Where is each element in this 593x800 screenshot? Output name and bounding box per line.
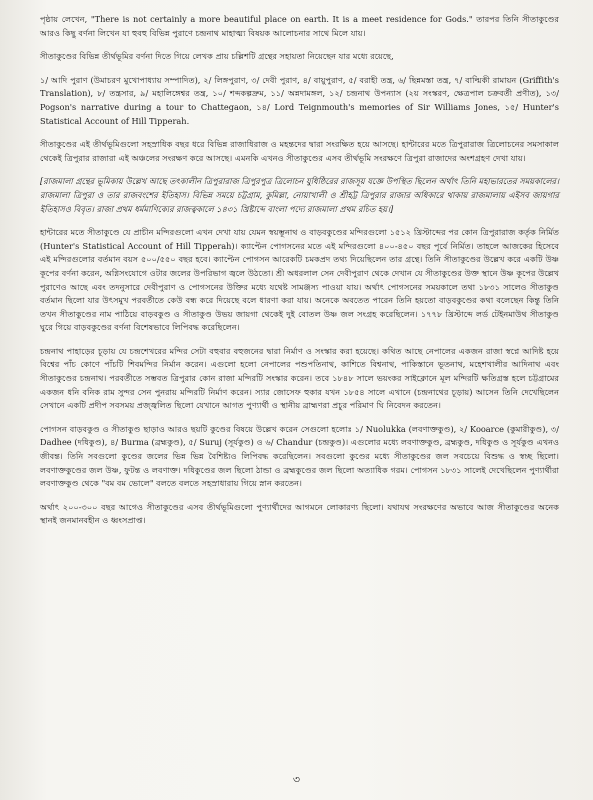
paragraph-intro-quote: পৃষ্ঠায় লেখেন, "There is not certainly a more beautiful place on earth. It is a meet residence for Gods." তারপর তিনি সীতাকুণ্ডের আরও কিছু বর্ণনা লিখেন যা হুবহু বিভিন্ন পুরাণে চন্দ্রনাথ মাহাত্ম্য বিষয়ক আলোচনার সাথে মিলে যায়। [40,14,559,38]
paragraph-chandranath-temple: চন্দ্রনাথ পাহাড়ের চূড়ায় যে চন্দ্রশেখরের মন্দির সেটা বহুবার বহুজনের দ্বারা নির্মাণ ও সংস্কার করা হয়েছে। কথিত আছে নেপালের একজন রাজা স্বপ্নে আদিষ্ট হয়ে বিশ্বের পাঁচ কোণে পাঁচটি শিবমন্দির নির্মান করেন। এগুলো হলো নেপালের পশুপতিনাথ, কাশিতে বিশ্বনাথ, পাকিস্তানে ভূতনাথ, মহেশখালীর আদিনাথ এবং সীতাকুণ্ডের চন্দ্রনাথ। পরবর্তীতে সম্ভবত ত্রিপুরার কোন রাজা মন্দিরটি সংস্কার করেন। তবে ১৮৪৮ সালে ভয়ংকর সাইক্লোনে মূল মন্দিরটি ক্ষতিগ্রস্ত হলে চট্টগ্রামের একজন ধনি বনিক রাম সুন্দর সেন পুনরায় মন্দিরটি নির্মাণ করেন। স্যার জোসেফ হুকার যখন ১৮৫৪ সালে এখানে (চন্দ্রনাথের চূড়ায়) আসেন তিনি দেখেছিলেন সেখানে একটি প্রদীপ সবসময় প্রজ্জ্বলিত ছিলো যেখানে আগত পুণ্যার্থী ও স্থানীয় ব্রাহ্মণরা প্রচুর পরিমাণ ঘি নিবেদন করতেন। [40,345,559,411]
paragraph-sources-intro: সীতাকুণ্ডের বিভিন্ন তীর্থভূমির বর্ণনা দিতে গিয়ে লেখক প্রায় চল্লিশটি গ্রন্থের সহায়তা নিয়েছেন যার মধ্যে রয়েছে, [40,51,394,62]
paragraph-six-kundas: পোগসন বাড়বকুণ্ড ও সীতাকুণ্ড ছাড়াও আরও ছয়টি কুণ্ডের বিষয়ে উল্লেখ করেন সেগুলো হলোঃ ১/ Nuolukka (লবণাক্তকুণ্ড), ২/ Kooarce (কুমারীকুণ্ড), ৩/ Dadhee (দধিকুণ্ড), ৪/ Burma (ব্রহ্মকুণ্ড), ৫/ Suruj (সূর্যকুণ্ড) ও ৬/ Chandur (চন্দ্রকুণ্ড)। এগুলোর মধ্যে লবণাক্তকুণ্ড, ব্রহ্মকুণ্ড, দধিকুণ্ড ও সূর্যকুণ্ড এখনও জীবন্ত। তিনি সবগুলো কুণ্ডের জলের ভিন্ন ভিন্ন বৈশিষ্ট্যও লিপিবদ্ধ করেছিলেন। সবগুলো কুণ্ডের মধ্যে সীতাকুণ্ডের জল সবচেয়ে বিশুদ্ধ ও স্বচ্ছ ছিলো। লবণাক্তকুণ্ডের জল উষ্ণ, ফুটন্ত ও লবণাক্ত। দধিকুণ্ডের জল ছিলো ঠান্ডা ও ব্রহ্মকুণ্ডের জল ছিলো অত্যাধিক গরম। পোগসন ১৮৩১ সালেই দেখেছিলেন পুণ্যার্থীরা লবণাক্তকুণ্ড থেকে "বম বম ভোলে" বলতে বলতে সহস্রাধারায় গিয়ে স্নান করতেন। [40,423,559,489]
paragraph-hunter-temples: হান্টারের মতে সীতাকুণ্ডে যে প্রাচীন মন্দিরগুলো এখন দেখা যায় যেমন স্বয়ম্ভূনাথ ও বাড়বকুণ্ডের মন্দিরগুলো ১৫১২ খ্রিস্টাব্দের পর কোন ত্রিপুরারাজ কর্তৃক নির্মিত (Hunter's Statistical Account of Hill Tipperah)। ক্যাপ্টেন পোগসনের মতে এই মন্দিরগুলো ৪০০-৪৫০ বছর পূর্বে নির্মিত। তাহলে আজকের হিসেবে এই মন্দিরগুলোর বর্তমান বয়স ৫০০/৫৫০ বছর হবে। ক্যাপ্টেন পোগসন আরেকটি চমকপ্রদ তথ্য দিয়েছিলেন তার গ্রন্থে। তিনি সীতাকুণ্ডের উল্লেখ করে একটি উষ্ণ কূপের বর্ণনা করেন, অগ্নিসংযোগে ওটার জলের উপরিভাগ জ্বলে উঠতো। শ্রী অধরলাল সেন দেবীপুরাণ থেকে দেখান যে সীতাকুণ্ডের উক্ত স্থানে উষ্ণ কূপের উল্লেখ পুরাণেও আছে এবং তদনুসারে দেবীপুরাণ ও পোগসনের উক্তির মধ্যে যথেষ্ট সামঞ্জস্য পাওয়া যায়। অর্থাৎ পোগসনের সময়কালে তথা ১৮৩১ সালেও সীতাকুণ্ড বর্তমান ছিলো যার উৎসমুখ পরবর্তীতে কেউ বন্ধ করে দিয়েছে বলে ধারণা করা যায়। অনেকে অবতেত পারেন তিনি হয়তো বাড়বকুণ্ডের কথা বলেছেন কিন্তু তিনি তখন সীতাকুণ্ডের নাম পাঠিয়ে বাড়বকুণ্ড ও সীতাকুণ্ড উভয় জায়গা থেকেই দুই বোতল উষ্ণ জল সংগ্রহ করেছিলেন। ১৭৭৮ খ্রিস্টাব্দে লর্ড টেইনমাউথ সীতাকুণ্ড ঘুরে গিয়ে বাড়বকুণ্ডের বর্ণনা বিশেষভাবে লিপিবদ্ধ করেছিলেন। [40,227,559,333]
paragraph-conclusion: অর্থাৎ ২০০-৩০০ বছর আগেও সীতাকুণ্ডের এসব তীর্থভূমিগুলো পুণ্যার্থীদের আগমনে লোকারণ্য ছিলো। যথাযথ সংরক্ষণের অভাবে আজ সীতাকুণ্ডের অনেক স্থানই জনমানবহীন ও ধ্বংসপ্রাপ্ত। [40,501,559,526]
paragraph-rajmala-note: [রাজমালা গ্রন্থের ভূমিকায় উল্লেখ আছে তৎকালীন ত্রিপুরারাজ ত্রিপুরপুত্র ত্রিলোচন যুধিষ্ঠিরের রাজসূয় যজ্ঞে উপস্থিত ছিলেন অর্থাৎ তিনি মহাভারতের সময়কালের। রাজমালা ত্রিপুরা ও তার রাজবংশের ইতিহাস। বিভিন্ন সময়ে চট্টগ্রাম, কুমিল্লা, নোয়াখালী ও শ্রীহট্ট ত্রিপুরার রাজার অধিকারে থাকায় রাজমালায় এইসব জায়গার ইতিহাসও বিবৃত। রাজা প্রথম ধর্মমাণিক্যের রাজত্বকালে ১৪৩১ খ্রিষ্টাব্দে বাংলা পদ্যে রাজমালা প্রথম রচিত হয়।] [40,176,559,214]
page-content [40,13,559,538]
paragraph-preservation: সীতাকুণ্ডের এই তীর্থভূমিগুলো সহস্রাধিক বছর ধরে বিভিন্ন রাজাধিরাজ ও মহন্তদের দ্বারা সংরক্ষিত হয়ে আসছে। হান্টারের মতে ত্রিপুরারাজ ত্রিলোচনের সমসাকাল থেকেই ত্রিপুরার রাজারা এই অঞ্চলের সংরক্ষণ করে আসছে। এমনকি এখনও সীতাকুণ্ডের এসব তীর্থভূমি সংরক্ষণে ত্রিপুরা রাজাদের অংশগ্রহণ দেখা যায়। [40,139,559,163]
page-number: ৩ [292,773,301,786]
paragraph-sources-list: ১/ আদি পুরাণ (উমাচরণ মুখোপাধ্যায় সম্পাদিত), ২/ লিঙ্গপুরাণ, ৩/ দেবী পুরাণ, ৪/ বায়ুপুরাণ, ৫/ বরাহী তন্ত্র, ৬/ ছিন্নমস্তা তন্ত্র, ৭/ বাল্মিকী রামায়ন (Griffith's Translation), ৮/ তন্ত্রসার, ৯/ মহালিঙ্গেশ্বর তন্ত্র, ১০/ শব্দকল্পদ্রুম, ১১/ অন্নদামঙ্গল, ১২/ চন্দ্রনাথ উপন্যাস (২য় সংস্করণ, ক্ষেত্রপাল চক্রবর্তী প্রণীত), ১৩/ Pogson's narrative during a tour to Chattegaon, ১৪/ Lord Teignmouth's memories of Sir Williams Jones, ১৫/ Hunter's Statistical Account of Hill Tipperah. [40,74,559,126]
